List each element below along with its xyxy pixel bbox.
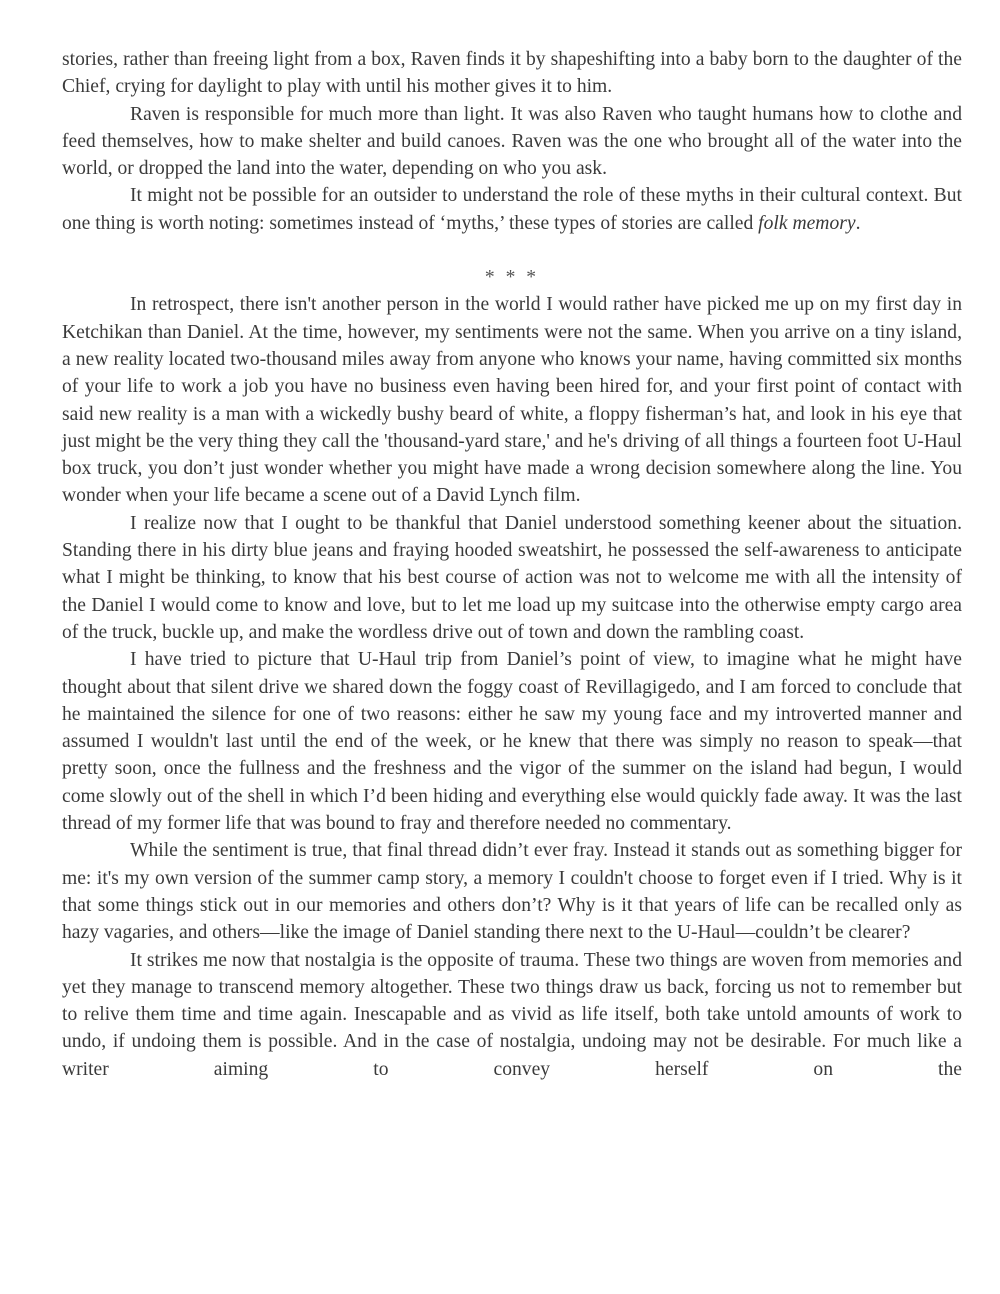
paragraph-retrospect-daniel: In retrospect, there isn't another person in the world I would rather have picked me up on my first day in Ketchikan than Daniel. At the time, however, my sentiments were not the same. When you arrive on a tiny island, a new reality located two-thousand miles away from anyone who knows your name, having committed six months of your life to work a job you have no business even having been hired for, and your first point of contact with said new reality is a man with a wickedly bushy beard of white, a floppy fisherman’s hat, and look in his eye that just might be the very thing they call the 'thousand-yard stare,' and he's driving of all things a fourteen foot U-Haul box truck, you don’t just wonder whether you might have made a wrong decision somewhere along the line. You wonder when your life became a scene out of a David Lynch film.	[62, 294, 962, 507]
paragraph-raven-responsibilities: Raven is responsible for much more than light. It was also Raven who taught humans how to clothe and feed themselves, how to make shelter and build canoes. Raven was the one who brought all of the water into the world, or dropped the land into the water, depending on who you ask.	[62, 103, 962, 180]
folk-memory-emphasis: folk memory	[758, 212, 856, 234]
section-break-asterisks: * * *	[484, 267, 540, 289]
paragraph-uhaul-trip: I have tried to picture that U-Haul trip from Daniel’s point of view, to imagine what he might have thought about that silent drive we shared down the foggy coast of Revillagigedo, and I am forced to conclude that he maintained the silence for one of two reasons: either he saw my young face and my introverted manner and assumed I wouldn't last until the end of the week, or he knew that there was simply no reason to speak—that pretty soon, once the fullness and the freshness and the vigor of the summer on the island had begun, I would come slowly out of the shell in which I’d been hiding and everything else would quickly fade away. It was the last thread of my former life that was bound to fray and therefore needed no commentary.	[62, 649, 962, 835]
folk-memory-trailing-text: .	[855, 212, 861, 234]
paragraph-nostalgia-trauma: It strikes me now that nostalgia is the opposite of trauma. These two things are woven from memories and yet they manage to transcend memory altogether. These two things draw us back, forcing us not to remember but to relive them time and time again. Inescapable and as vivid as life itself, both take untold amounts of work to undo, if undoing them is possible. And in the case of nostalgia, undoing may not be desirable. For much like a writer aiming to convey herself on the	[62, 949, 962, 1080]
paragraph-raven-light-origin: stories, rather than freeing light from a box, Raven finds it by shapeshifting into a baby born to the daughter of the Chief, crying for daylight to play with until his mother gives it to him.	[62, 49, 962, 98]
folk-memory-lead-text: It might not be possible for an outsider to understand the role of these myths in their cultural context. But one thing is worth noting: sometimes instead of ‘myths,’ these types of stories are called	[62, 185, 962, 234]
document-page	[62, 46, 962, 1083]
paragraph-thankful-daniel: I realize now that I ought to be thankful that Daniel understood something keener about the situation. Standing there in his dirty blue jeans and fraying hooded sweatshirt, he possessed the self-awareness to anticipate what I might be thinking, to know that his best course of action was not to welcome me with all the intensity of the Daniel I would come to know and love, but to let me load up my suitcase into the otherwise empty cargo area of the truck, buckle up, and make the wordless drive out of town and down the rambling coast.	[62, 512, 962, 643]
paragraph-final-thread: While the sentiment is true, that final thread didn’t ever fray. Instead it stands out as something bigger for me: it's my own version of the summer camp story, a memory I couldn't choose to forget even if I tried. Why is it that some things stick out in our memories and others don’t? Why is it that years of life can be recalled only as hazy vagaries, and others—like the image of Daniel standing there next to the U-Haul—couldn’t be clearer?	[62, 840, 962, 944]
paragraph-folk-memory	[62, 182, 962, 237]
